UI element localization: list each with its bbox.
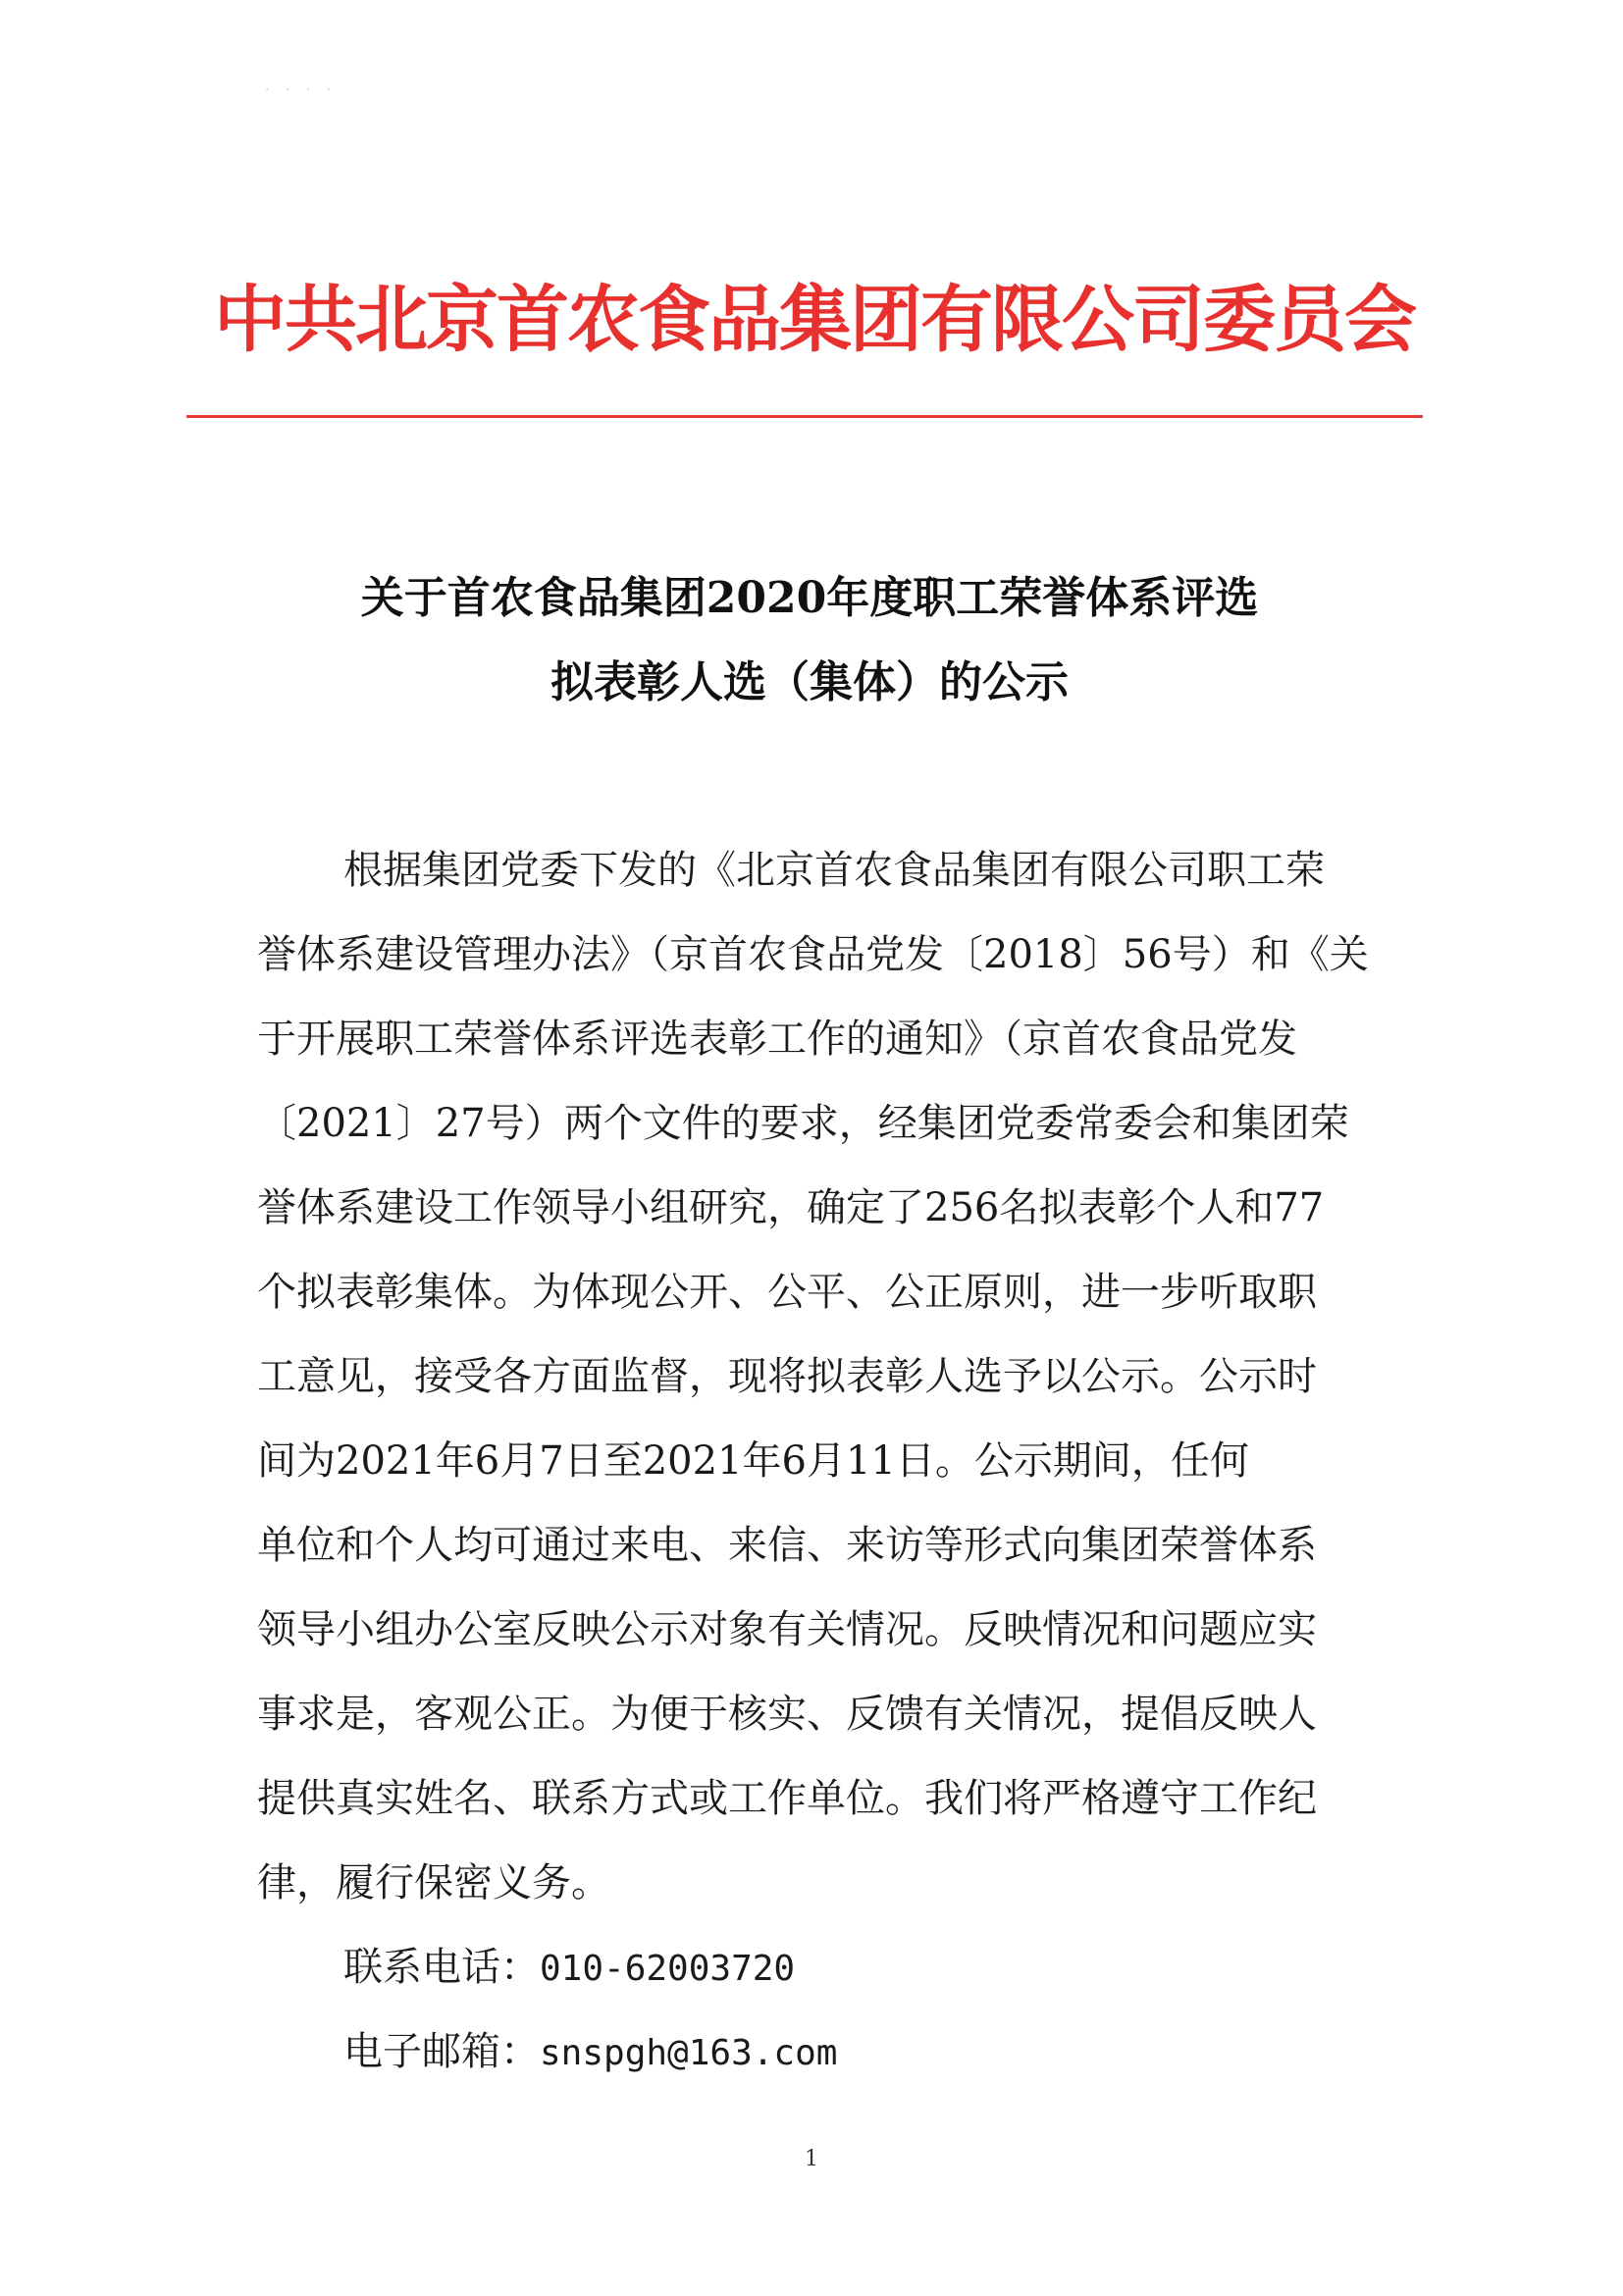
body-line: 提供真实姓名、联系方式或工作单位。我们将严格遵守工作纪 [257,1776,1317,1821]
body-line: 间为2021年6月7日至2021年6月11日。公示期间，任何 [257,1438,1249,1484]
contact-email-value: snspgh@163.com [540,2033,838,2073]
body-line: 工意见，接受各方面监督，现将拟表彰人选予以公示。公示时 [257,1354,1317,1399]
contact-phone-value: 010-62003720 [540,1949,796,1989]
body-line: 律，履行保密义务。 [257,1860,610,1905]
contact-phone-label: 联系电话： [343,1945,540,1990]
body-line: 根据集团党委下发的《北京首农食品集团有限公司职工荣 [343,848,1325,893]
body-line: 于开展职工荣誉体系评选表彰工作的通知》（京首农食品党发 [257,1017,1297,1062]
notice-title-line-1: 关于首农食品集团2020年度职工荣誉体系评选 [360,573,1259,623]
body-line: 誉体系建设工作领导小组研究，确定了256名拟表彰个人和77 [257,1185,1325,1230]
contact-email [343,2022,837,2083]
body-line: 单位和个人均可通过来电、来信、来访等形式向集团荣誉体系 [257,1523,1317,1568]
contact-email-label: 电子邮箱： [343,2029,540,2074]
page-number: 1 [805,2147,818,2171]
body-line: 领导小组办公室反映公示对象有关情况。反映情况和问题应实 [257,1607,1317,1652]
body-line: 个拟表彰集体。为体现公开、公平、公正原则，进一步听取职 [257,1270,1317,1315]
body-line: 誉体系建设管理办法》（京首农食品党发〔2018〕56号）和《关 [257,932,1369,977]
body-line: 〔2021〕27号）两个文件的要求，经集团党委常委会和集团荣 [257,1101,1349,1146]
letterhead-title: 中共北京首农食品集团有限公司委员会 [214,278,1415,362]
contact-phone [343,1938,795,1999]
scan-artifact: · · · · [265,82,338,98]
body-line: 事求是，客观公正。为便于核实、反馈有关情况，提倡反映人 [257,1692,1317,1737]
letterhead-red-rule [186,415,1423,418]
notice-title-line-2: 拟表彰人选（集体）的公示 [550,657,1069,707]
